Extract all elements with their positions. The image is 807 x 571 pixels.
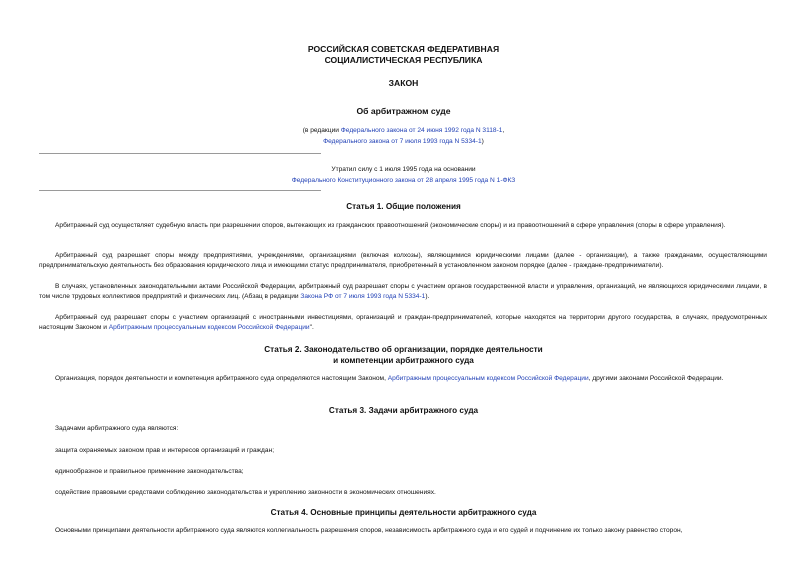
law-link-1993[interactable]: Закона РФ от 7 июля 1993 года N 5334-1 <box>300 293 426 301</box>
amendment-link-1992[interactable]: Федерального закона от 24 июня 1992 года N 3118-1 <box>340 127 503 134</box>
document-type: ЗАКОН <box>388 78 419 88</box>
article-1-paragraph-4: Арбитражный суд разрешает споры с участием организаций с иностранными инвестициями, организаций и граждан-предпринимателей, которые находятся на территории другого государства, в случаях, предусмотренных настоящим Законом и Арбитражным процессуальным кодексом Российской Федерации". <box>39 314 767 332</box>
article-3-title: Статья 3. Задачи арбитражного суда <box>328 406 479 415</box>
article-3-intro: Задачами арбитражного суда являются: <box>55 425 179 432</box>
redaction-note-line2: Федерального закона от 7 июля 1993 года N 5334-1) <box>323 138 484 145</box>
arbitration-code-link[interactable]: Арбитражным процессуальным кодексом Российской Федерации <box>108 324 310 332</box>
article-2-title-line1: Статья 2. Законодательство об организации, порядке деятельности <box>264 345 543 354</box>
divider <box>39 190 321 191</box>
repeal-law-link[interactable]: Федерального Конституционного закона от 28 апреля 1995 года N 1-ФКЗ <box>291 177 516 184</box>
article-4-title: Статья 4. Основные принципы деятельности арбитражного суда <box>270 508 537 517</box>
state-name-line1: РОССИЙСКАЯ СОВЕТСКАЯ ФЕДЕРАТИВНАЯ <box>307 44 500 54</box>
redaction-note-line1: (в редакции Федерального закона от 24 июня 1992 года N 3118-1, <box>302 127 505 134</box>
arbitration-code-link[interactable]: Арбитражным процессуальным кодексом Российской Федерации <box>387 375 589 382</box>
divider <box>39 153 321 154</box>
list-item: единообразное и правильное применение законодательства; <box>55 468 244 475</box>
article-2-paragraph-1: Организация, порядок деятельности и компетенция арбитражного суда определяются настоящим Законом, Арбитражным процессуальным кодексом Российской Федерации, другими законами Российской Федерации. <box>55 375 724 382</box>
article-1-title: Статья 1. Общие положения <box>346 202 461 211</box>
article-1-paragraph-3: В случаях, установленных законодательными актами Российской Федерации, арбитражный суд разрешает споры с участием органов государственной власти и управления, организаций, не являющихся юридическими лицами, в том числе трудовых коллективов предприятий и физических лиц. (Абзац в редакции Закона РФ от 7 июля 1993 года N 5334-1). <box>39 283 767 301</box>
article-4-paragraph-1: Основными принципами деятельности арбитражного суда являются коллегиальность разрешения споров, независимость арбитражного суда и его судей и подчинение их только закону равенство сторон, <box>55 527 683 534</box>
amendment-link-1993[interactable]: Федерального закона от 7 июля 1993 года N 5334-1 <box>323 138 482 145</box>
list-item: содействие правовыми средствами соблюдению законодательства и укреплению законности в экономических отношениях. <box>55 489 436 496</box>
document-title: Об арбитражном суде <box>356 106 451 116</box>
article-1-paragraph-2: Арбитражный суд разрешает споры между предприятиями, учреждениями, организациями (включая колхозы), являющимися юридическими лицами (далее - организации), а также гражданами, осуществляющими предпринимательскую деятельность без образования юридического лица и имеющими статус предпринимателя, приобретенный в установленном законом порядке (далее - граждане-предприниматели). <box>39 252 767 270</box>
article-1-paragraph-1: Арбитражный суд осуществляет судебную власть при разрешении споров, вытекающих из гражданских правоотношений (экономические споры) и из правоотношений в сфере управления (споры в сфере управления). <box>55 222 726 229</box>
lost-force-note: Утратил силу с 1 июля 1995 года на основании <box>331 166 476 173</box>
list-item: защита охраняемых законом прав и интересов организаций и граждан; <box>55 447 275 454</box>
state-name-line2: СОЦИАЛИСТИЧЕСКАЯ РЕСПУБЛИКА <box>324 55 483 65</box>
lost-force-link-line <box>0 175 807 186</box>
article-2-title-line2: и компетенции арбитражного суда <box>333 356 474 365</box>
